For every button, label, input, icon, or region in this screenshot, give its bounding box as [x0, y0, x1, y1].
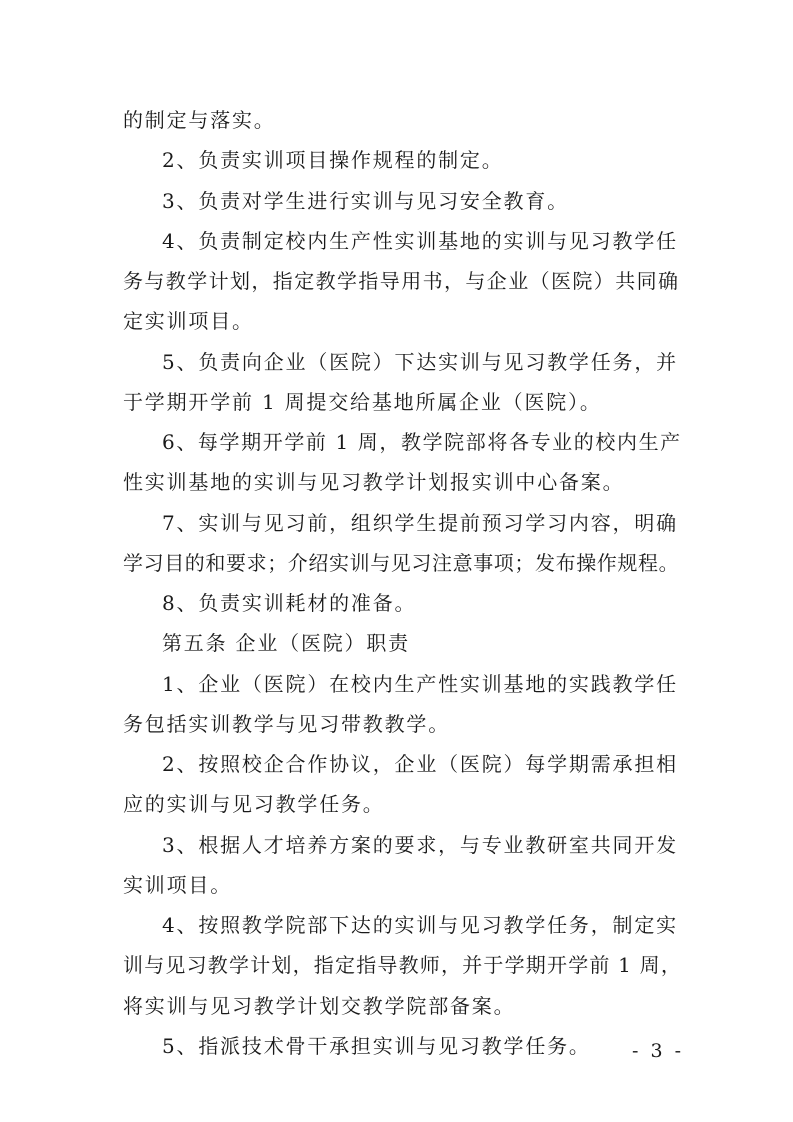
text-line: 的制定与落实。 [123, 108, 276, 132]
text-line: 定实训项目。 [123, 309, 254, 333]
text-line: 应的实训与见习教学任务。 [123, 792, 385, 816]
text-line: 实训项目。 [123, 873, 232, 897]
text-line: 3、负责对学生进行实训与见习安全教育。 [162, 189, 569, 213]
text-line: 7、实训与见习前，组织学生提前预习学习内容，明确 [162, 511, 678, 535]
text-line: 务包括实训教学与见习带教教学。 [123, 712, 450, 736]
text-line: 5、负责向企业（医院）下达实训与见习教学任务，并 [162, 350, 678, 374]
text-line: 8、负责实训耗材的准备。 [162, 591, 417, 615]
section-heading: 第五条 企业（医院）职责 [162, 631, 410, 655]
text-line: 1、企业（医院）在校内生产性实训基地的实践教学任 [162, 672, 678, 696]
text-line: 于学期开学前 1 周提交给基地所属企业（医院）。 [123, 390, 602, 414]
text-line: 6、每学期开学前 1 周，教学院部将各专业的校内生产 [162, 430, 682, 454]
text-line: 5、指派技术骨干承担实训与见习教学任务。 [162, 1034, 591, 1058]
text-line: 务与教学计划，指定教学指导用书，与企业（医院）共同确 [123, 269, 680, 293]
text-line: 4、负责制定校内生产性实训基地的实训与见习教学任 [162, 229, 678, 253]
text-line: 4、按照教学院部下达的实训与见习教学任务，制定实 [162, 913, 678, 937]
text-line: 将实训与见习教学计划交教学院部备案。 [123, 994, 516, 1018]
text-line: 3、根据人才培养方案的要求，与专业教研室共同开发 [162, 833, 678, 857]
text-line: 训与见习教学计划，指定指导教师，并于学期开学前 1 周， [123, 953, 683, 977]
text-line: 性实训基地的实训与见习教学计划报实训中心备案。 [123, 470, 625, 494]
text-line: 2、负责实训项目操作规程的制定。 [162, 148, 504, 172]
page-number: - 3 - [632, 1040, 685, 1062]
text-line: 学习目的和要求；介绍实训与见习注意事项；发布操作规程。 [123, 551, 680, 575]
text-line: 2、按照校企合作协议，企业（医院）每学期需承担相 [162, 752, 678, 776]
